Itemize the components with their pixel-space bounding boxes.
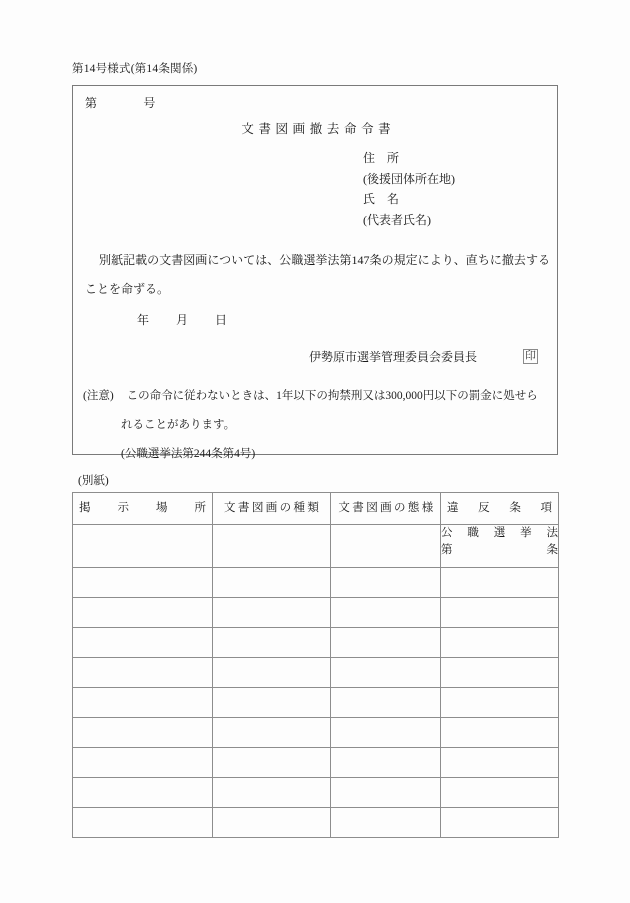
cell-location[interactable]: [73, 688, 213, 718]
document-title: 文書図画撤去命令書: [241, 122, 396, 136]
cell-doc-form[interactable]: [331, 598, 441, 628]
cell-location[interactable]: [73, 748, 213, 778]
date-line: [137, 311, 227, 328]
cell-doc-form[interactable]: [331, 568, 441, 598]
violation-article-blank: 第 条: [441, 544, 558, 556]
column-header-doc-form: 文書図画の態様: [331, 493, 441, 525]
column-header-location: 掲示場所: [73, 493, 213, 525]
cell-violation[interactable]: [441, 525, 559, 568]
cell-doc-type[interactable]: [213, 808, 331, 838]
table-row: [73, 748, 559, 778]
seal-icon: 印: [525, 350, 537, 362]
date-year-label: 年: [137, 313, 150, 327]
document-number-line: [85, 94, 156, 111]
order-body-text: [85, 246, 550, 304]
issuer-name: 伊勢原市選挙管理委員会委員長: [309, 350, 478, 364]
addressee-name-note: (代表者氏名): [363, 212, 431, 227]
table-row: [73, 688, 559, 718]
appendix-table: [72, 492, 559, 838]
date-day-label: 日: [215, 313, 228, 327]
cell-location[interactable]: [73, 525, 213, 568]
cell-doc-type[interactable]: [213, 658, 331, 688]
cell-location[interactable]: [73, 808, 213, 838]
table-row: [73, 525, 559, 568]
signature-line: [309, 348, 538, 365]
addressee-name-label: 氏 名: [363, 192, 400, 206]
document-number-suffix: 号: [143, 96, 156, 110]
cell-doc-form[interactable]: [331, 628, 441, 658]
order-body-sentence: 別紙記載の文書図画については、公職選挙法第147条の規定により、直ちに撤去することを命ずる。: [85, 253, 550, 296]
cell-violation[interactable]: [441, 688, 559, 718]
cell-violation[interactable]: [441, 778, 559, 808]
cell-doc-form[interactable]: [331, 748, 441, 778]
cell-doc-form[interactable]: [331, 808, 441, 838]
notice-line-1: [83, 382, 553, 411]
cell-doc-form[interactable]: [331, 525, 441, 568]
cell-doc-type[interactable]: [213, 568, 331, 598]
cell-doc-type[interactable]: [213, 778, 331, 808]
violation-law-name: 公職選挙法: [441, 527, 558, 539]
cell-doc-form[interactable]: [331, 688, 441, 718]
table-row: [73, 658, 559, 688]
cell-violation[interactable]: [441, 808, 559, 838]
cell-doc-type[interactable]: [213, 525, 331, 568]
cell-doc-form[interactable]: [331, 778, 441, 808]
cell-violation[interactable]: [441, 568, 559, 598]
cell-doc-type[interactable]: [213, 628, 331, 658]
cell-location[interactable]: [73, 598, 213, 628]
document-number-prefix: 第: [85, 96, 98, 110]
table-header-row: [73, 493, 559, 525]
addressee-block: [363, 148, 455, 230]
cell-doc-form[interactable]: [331, 718, 441, 748]
appendix-label: (別紙): [78, 475, 109, 487]
notice-head-label: (注意): [83, 390, 114, 402]
cell-location[interactable]: [73, 658, 213, 688]
column-header-doc-type: 文書図画の種類: [213, 493, 331, 525]
table-row: [73, 808, 559, 838]
addressee-address-label: 住 所: [363, 151, 400, 165]
date-month-label: 月: [176, 313, 189, 327]
cell-location[interactable]: [73, 628, 213, 658]
cell-location[interactable]: [73, 718, 213, 748]
cell-violation[interactable]: [441, 718, 559, 748]
cell-violation[interactable]: [441, 628, 559, 658]
cell-doc-type[interactable]: [213, 748, 331, 778]
cell-location[interactable]: [73, 778, 213, 808]
cell-doc-type[interactable]: [213, 718, 331, 748]
table-row: [73, 598, 559, 628]
order-document-box: [72, 85, 558, 460]
notice-block: [83, 382, 553, 469]
table-row: [73, 778, 559, 808]
column-header-violation: 違反条項: [441, 493, 559, 525]
cell-doc-type[interactable]: [213, 598, 331, 628]
addressee-address-note: (後援団体所在地): [363, 171, 455, 186]
notice-text-2: れることがあります。: [121, 419, 236, 431]
table-row: [73, 718, 559, 748]
cell-doc-type[interactable]: [213, 688, 331, 718]
cell-violation[interactable]: [441, 748, 559, 778]
cell-violation[interactable]: [441, 658, 559, 688]
cell-doc-form[interactable]: [331, 658, 441, 688]
cell-violation[interactable]: [441, 598, 559, 628]
cell-location[interactable]: [73, 568, 213, 598]
form-number-label: 第14号様式(第14条関係): [72, 63, 198, 75]
notice-text-3: (公職選挙法第244条第4号): [121, 448, 256, 460]
table-row: [73, 628, 559, 658]
table-body: [73, 525, 559, 838]
table-row: [73, 568, 559, 598]
notice-text-1: この命令に従わないときは、1年以下の拘禁刑又は300,000円以下の罰金に処せら: [126, 390, 538, 402]
